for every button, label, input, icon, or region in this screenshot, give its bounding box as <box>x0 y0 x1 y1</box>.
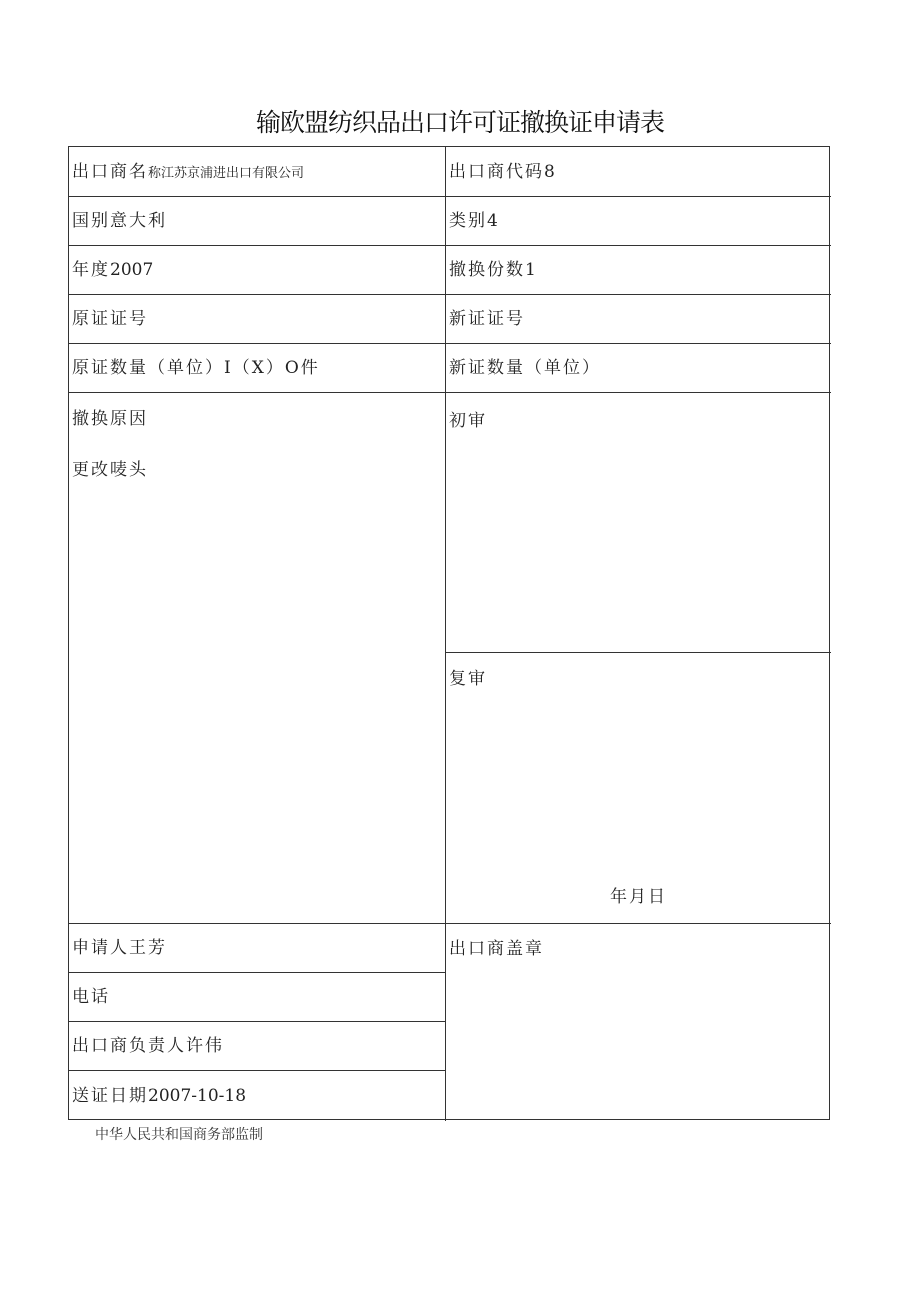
copies-field <box>449 260 536 280</box>
row-divider <box>69 923 831 924</box>
orig-quantity-value: I（X）O件 <box>224 358 320 378</box>
column-divider <box>445 147 446 1121</box>
row-divider <box>69 392 831 393</box>
row-divider <box>69 972 446 973</box>
phone-field <box>72 987 110 1007</box>
country-field <box>72 211 167 231</box>
exporter-code-value: 8 <box>544 162 555 182</box>
category-label: 类别 <box>449 211 487 231</box>
exporter-code-field <box>449 162 555 182</box>
orig-quantity-field <box>72 358 320 378</box>
row-divider <box>69 1070 446 1071</box>
row-divider <box>69 245 831 246</box>
year-value: 2007 <box>110 260 154 280</box>
submit-date-label: 送证日期 <box>72 1086 148 1106</box>
orig-quantity-label: 原证数量（单位） <box>72 358 224 378</box>
country-label: 国别 <box>72 211 110 231</box>
review-date-label: 年月日 <box>610 887 667 907</box>
responsible-label: 出口商负责人 <box>72 1036 186 1056</box>
application-form-table <box>68 146 830 1120</box>
category-field <box>449 211 498 231</box>
exporter-code-label: 出口商代码 <box>449 162 544 182</box>
reason-label: 撤换原因 <box>72 409 148 429</box>
first-review-label: 初审 <box>449 411 487 431</box>
exporter-name-label: 出口商名 <box>72 162 148 182</box>
footer-note: 中华人民共和国商务部监制 <box>95 1127 263 1143</box>
form-title: 输欧盟纺织品出口许可证撤换证申请表 <box>255 108 664 137</box>
exporter-name-value: 称江苏京浦进出口有限公司 <box>148 166 305 181</box>
copies-label: 撤换份数 <box>449 260 525 280</box>
new-quantity-field <box>449 358 601 378</box>
new-license-no-field <box>449 309 525 329</box>
row-divider <box>446 652 831 653</box>
applicant-label: 申请人 <box>72 938 129 958</box>
row-divider <box>69 1021 446 1022</box>
category-value: 4 <box>487 211 498 231</box>
new-license-no-label: 新证证号 <box>449 309 525 329</box>
exporter-name-field <box>72 162 304 184</box>
reason-value: 更改唛头 <box>72 460 148 480</box>
row-divider <box>69 196 831 197</box>
applicant-field <box>72 938 167 958</box>
seal-label: 出口商盖章 <box>449 939 544 959</box>
copies-value: 1 <box>525 260 536 280</box>
orig-license-no-field <box>72 309 148 329</box>
year-field <box>72 260 153 280</box>
orig-license-no-label: 原证证号 <box>72 309 148 329</box>
responsible-value: 许伟 <box>186 1036 224 1056</box>
submit-date-value: 2007-10-18 <box>148 1086 247 1106</box>
year-label: 年度 <box>72 260 110 280</box>
second-review-label: 复审 <box>449 669 487 689</box>
new-quantity-label: 新证数量（单位） <box>449 358 601 378</box>
row-divider <box>69 294 831 295</box>
applicant-value: 王芳 <box>129 938 167 958</box>
row-divider <box>69 343 831 344</box>
responsible-field <box>72 1036 224 1056</box>
country-value: 意大利 <box>110 211 167 231</box>
submit-date-field <box>72 1086 246 1106</box>
phone-label: 电话 <box>72 987 110 1007</box>
